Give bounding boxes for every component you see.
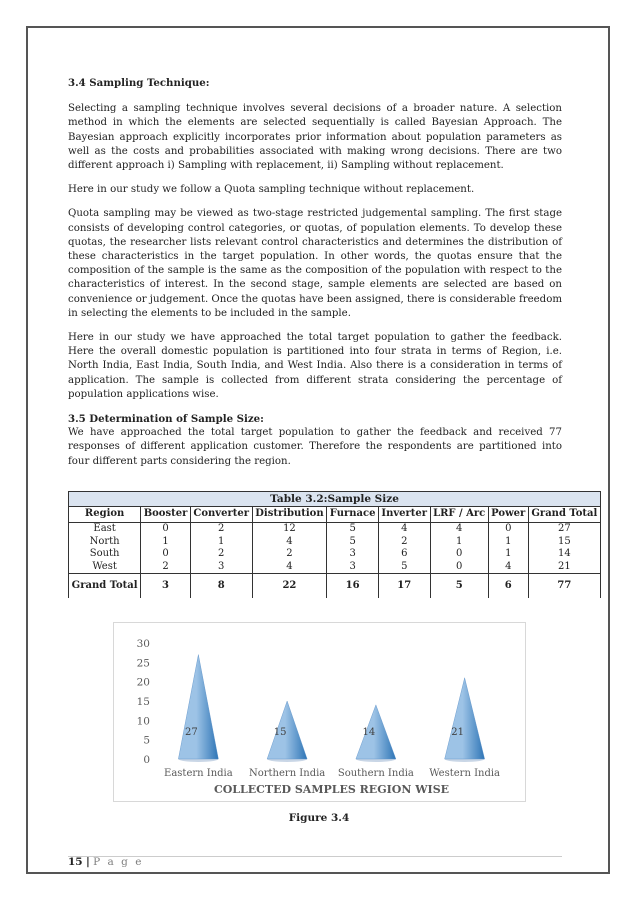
column-header: Region	[69, 507, 141, 523]
data-bar	[178, 655, 218, 759]
column-header: Converter	[190, 507, 252, 523]
table-cell: 1	[488, 536, 528, 549]
table-cell: 0	[430, 548, 488, 561]
table-cell: 22	[252, 574, 327, 599]
footer-separator: |	[85, 856, 90, 868]
chart-title: COLLECTED SAMPLES REGION WISE	[213, 783, 450, 796]
data-label: 21	[451, 727, 464, 738]
column-header: Distribution	[252, 507, 327, 523]
table-cell: 2	[190, 523, 252, 536]
y-tick-label: 5	[143, 734, 150, 747]
table-cell: 1	[141, 536, 191, 549]
table-cell: 6	[378, 548, 430, 561]
table-row	[69, 536, 601, 549]
table-cell: 16	[327, 574, 379, 599]
table-cell: 8	[190, 574, 252, 599]
table-cell: 2	[378, 536, 430, 549]
table-cell: 77	[528, 574, 600, 599]
page-footer	[68, 856, 143, 868]
figure-caption: Figure 3.4	[288, 812, 350, 824]
table-cell: 1	[190, 536, 252, 549]
table-cell: 27	[528, 523, 600, 536]
table-header-row	[69, 507, 601, 523]
paragraph: Selecting a sampling technique involves several decisions of a broader nature. A selection method in which the elements are selected sequentially is called Bayesian Approach. The Bayesian approach explicitly incorporates prior information about population parameters as well as the costs and probabilities associated with making wrong decisions. There are two different approach i) Sampling with replacement, ii) Sampling without replacement.	[68, 103, 562, 172]
y-tick-label: 10	[136, 715, 150, 728]
table-cell: 17	[378, 574, 430, 599]
table-cell: 21	[528, 561, 600, 574]
y-tick-label: 20	[136, 676, 150, 689]
chart-container	[113, 622, 526, 802]
table-cell: 5	[327, 536, 379, 549]
paragraph: Here in our study we have approached the total target population to gather the feedback. Here the overall domestic population is partitioned into four strata in terms of Region, i.e. North India, East India, South India, and West India. Also there is a consideration in terms of application. The sample is collected from different strata considering the percentage of population applications wise.	[68, 332, 562, 400]
table-cell: 2	[252, 548, 327, 561]
column-header: Grand Total	[528, 507, 600, 523]
region-samples-chart	[114, 623, 525, 801]
table-row	[69, 548, 601, 561]
page-number: 15	[68, 856, 83, 868]
x-category-label: Eastern India	[164, 768, 233, 779]
table-cell: 3	[141, 574, 191, 599]
data-label: 14	[362, 727, 376, 738]
x-category-label: Northern India	[248, 768, 326, 779]
table-cell: 4	[252, 536, 327, 549]
data-bar	[445, 678, 485, 759]
table-cell: Grand Total	[69, 574, 141, 599]
column-header: LRF / Arc	[430, 507, 488, 523]
table-cell: 5	[378, 561, 430, 574]
table-cell: 3	[327, 561, 379, 574]
table-cell: South	[69, 548, 141, 561]
table-cell: 4	[488, 561, 528, 574]
paragraph: Quota sampling may be viewed as two-stage restricted judgemental sampling. The first stage consists of developing control categories, or quotas, of population elements. To develop these quotas, the researcher lists relevant control characteristics and determines the distribution of these characteristics in the target population. In other words, the quotas ensure that the composition of the sample is the same as the composition of the population with respect to the characteristics of interest. In the second stage, sample elements are selected are based on convenience or judgement. Once the quotas have been assigned, there is considerable freedom in selecting the elements to be included in the sample.	[68, 208, 562, 319]
table-cell: 5	[430, 574, 488, 599]
table-cell: 0	[141, 548, 191, 561]
column-header: Furnace	[327, 507, 379, 523]
table-cell: 12	[252, 523, 327, 536]
y-tick-label: 30	[136, 638, 150, 650]
table-cell: 2	[141, 561, 191, 574]
body-text	[68, 76, 562, 479]
table-cell: 0	[141, 523, 191, 536]
table-cell: 0	[430, 561, 488, 574]
x-category-label: Southern India	[337, 768, 414, 779]
table-cell: West	[69, 561, 141, 574]
paragraph: We have approached the total target population to gather the feedback and received 77 responses of different application customer. Therefore the respondents are partitioned into four different parts considering the region.	[68, 427, 562, 467]
table-cell: 6	[488, 574, 528, 599]
table-cell: 14	[528, 548, 600, 561]
table-cell: 1	[430, 536, 488, 549]
table-cell: East	[69, 523, 141, 536]
table-cell: 4	[252, 561, 327, 574]
paragraph: Here in our study we follow a Quota sampling technique without replacement.	[68, 184, 475, 196]
table-cell: North	[69, 536, 141, 549]
table-total-row	[69, 574, 601, 599]
column-header: Power	[488, 507, 528, 523]
column-header: Inverter	[378, 507, 430, 523]
y-tick-label: 15	[136, 696, 150, 708]
data-label: 27	[185, 727, 198, 738]
table-row	[69, 561, 601, 574]
sample-size-table	[68, 491, 601, 598]
section-heading-sampling-technique: 3.4 Sampling Technique:	[68, 77, 210, 89]
data-label: 15	[273, 727, 287, 738]
table-cell: 3	[190, 561, 252, 574]
x-category-label: Western India	[429, 768, 501, 779]
y-tick-label: 25	[136, 657, 150, 670]
table-cell: 5	[327, 523, 379, 536]
y-tick-label: 0	[143, 754, 150, 766]
table-caption: Table 3.2:Sample Size	[69, 492, 601, 507]
table-cell: 15	[528, 536, 600, 549]
section-heading-sample-size: 3.5 Determination of Sample Size:	[68, 413, 264, 426]
table-cell: 4	[430, 523, 488, 536]
column-header: Booster	[141, 507, 191, 523]
table-cell: 0	[488, 523, 528, 536]
table-cell: 2	[190, 548, 252, 561]
table-cell: 3	[327, 548, 379, 561]
table-cell: 4	[378, 523, 430, 536]
table-cell: 1	[488, 548, 528, 561]
page-label: P a g e	[93, 856, 144, 868]
table-row	[69, 523, 601, 536]
